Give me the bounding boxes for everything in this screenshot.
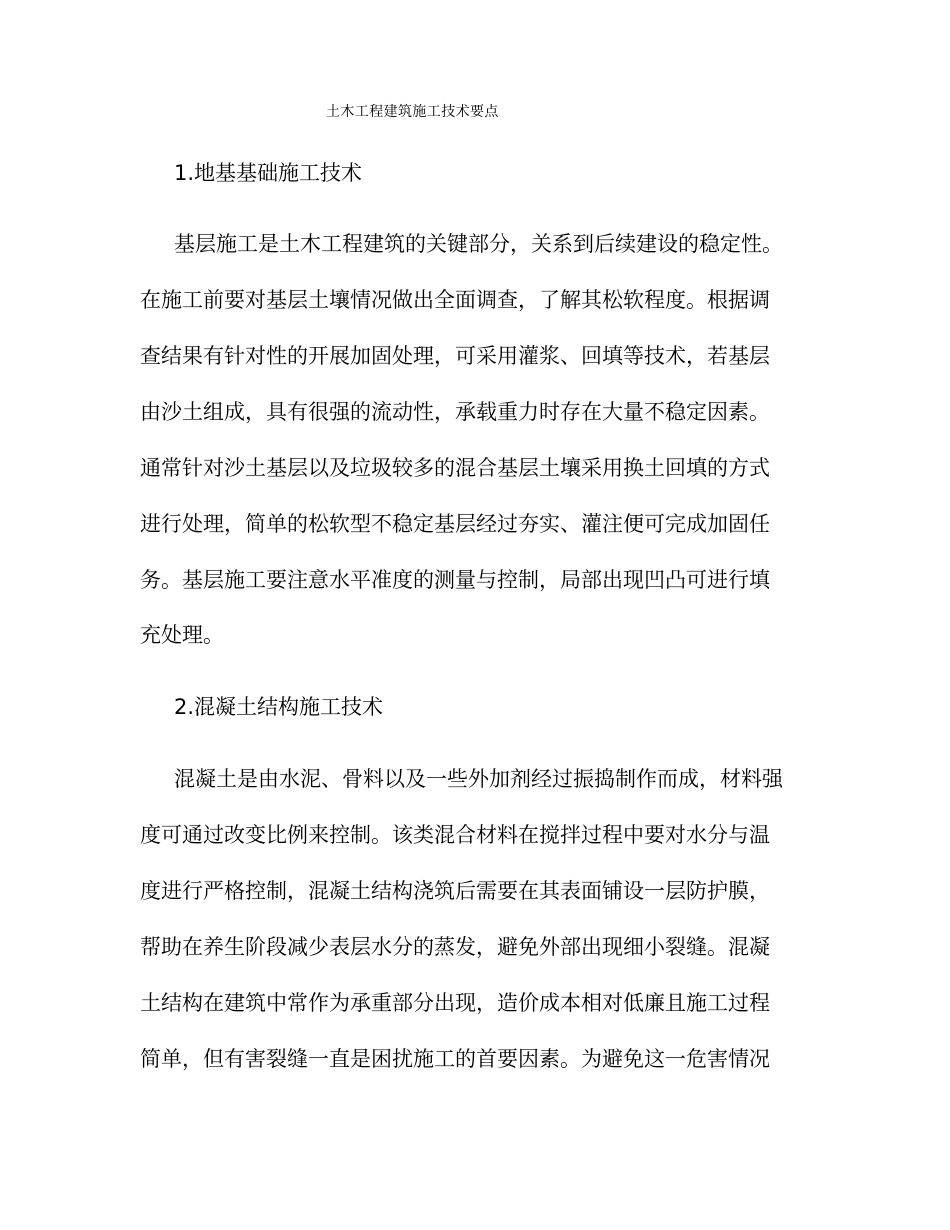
paragraph-line: 混凝土是由水泥、骨料以及一些外加剂经过振捣制作而成，材料强	[174, 767, 783, 791]
paragraph-line: 充处理。	[140, 623, 224, 647]
paragraph-line: 基层施工是土木工程建筑的关键部分，关系到后续建设的稳定性。	[174, 232, 783, 256]
paragraph-line: 度进行严格控制，混凝土结构浇筑后需要在其表面铺设一层防护膜，	[140, 879, 770, 903]
section-heading: 1.地基基础施工技术	[174, 161, 363, 185]
paragraph-line: 务。基层施工要注意水平准度的测量与控制，局部出现凹凸可进行填	[140, 568, 770, 592]
paragraph-line: 度可通过改变比例来控制。该类混合材料在搅拌过程中要对水分与温	[140, 823, 770, 847]
paragraph-line: 由沙土组成，具有很强的流动性，承载重力时存在大量不稳定因素。	[140, 400, 770, 424]
paragraph-line: 在施工前要对基层土壤情况做出全面调查，了解其松软程度。根据调	[140, 288, 770, 312]
paragraph-line: 简单，但有害裂缝一直是困扰施工的首要因素。为避免这一危害情况	[140, 1047, 770, 1071]
paragraph-line: 土结构在建筑中常作为承重部分出现，造价成本相对低廉且施工过程	[140, 991, 770, 1015]
paragraph-line: 帮助在养生阶段减少表层水分的蒸发，避免外部出现细小裂缝。混凝	[140, 935, 770, 959]
section-heading: 2.混凝土结构施工技术	[174, 695, 384, 719]
document-title: 土木工程建筑施工技术要点	[326, 104, 499, 120]
paragraph-line: 通常针对沙土基层以及垃圾较多的混合基层土壤采用换土回填的方式	[140, 456, 770, 480]
paragraph-line: 进行处理，简单的松软型不稳定基层经过夯实、灌注便可完成加固任	[140, 512, 770, 536]
paragraph-line: 查结果有针对性的开展加固处理，可采用灌浆、回填等技术，若基层	[140, 344, 770, 368]
